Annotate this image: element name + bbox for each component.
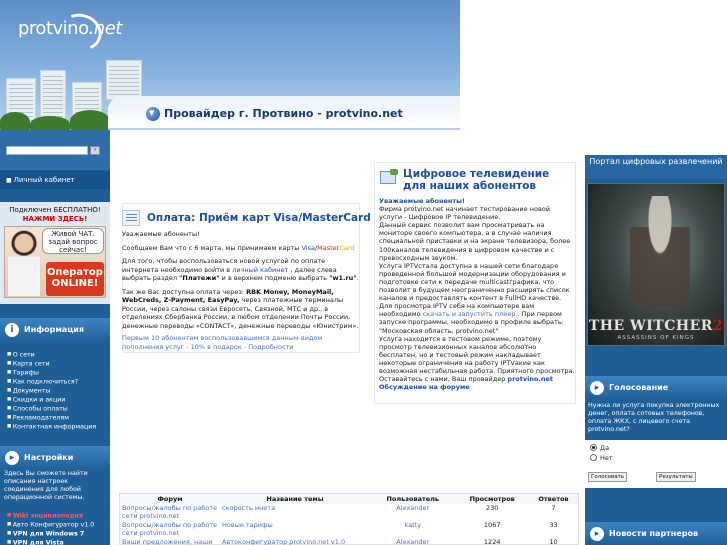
info_items-menu-item[interactable]: ■ Документы bbox=[0, 386, 110, 395]
tv-text: Данный сервис позволит вам просматривать на мониторе своего компьютера, а в случае наличия специальной приставки и на экране телевизора, более 100каналов телевидения в цифровом качестве и с превосходным звуком. bbox=[379, 221, 571, 262]
partners-news-title: Новости партнеров bbox=[609, 529, 699, 538]
user-name-link[interactable]: Alexander bbox=[396, 504, 430, 512]
slash-text: / bbox=[314, 243, 318, 252]
card-text: Card bbox=[339, 243, 355, 252]
forum-column-header: Просмотров bbox=[455, 494, 528, 504]
table-row bbox=[120, 538, 578, 545]
settings_items-menu-item[interactable]: ■ Авто Конфигуратор v1.0 bbox=[0, 520, 110, 529]
tv-heading[interactable]: Цифровое телевидение для наших абонентов bbox=[403, 168, 550, 192]
online-badge-line: ONLINE! bbox=[51, 278, 99, 289]
info-section-title: Информация bbox=[24, 325, 84, 334]
visa-text: Visa bbox=[301, 243, 315, 252]
witcher-character-image bbox=[630, 196, 690, 306]
vote-button[interactable]: Голосовать bbox=[588, 472, 627, 482]
operator-online-badge bbox=[46, 262, 104, 296]
info_items-menu-item[interactable]: ■ Тарифы bbox=[0, 368, 110, 377]
payment-systems-text: RBK Money, MoneyMail, WebCreds, Z-Payment, EasyPay, bbox=[122, 287, 334, 304]
settings_items-menu-item[interactable]: ■ VPN для Windows 7 bbox=[0, 529, 110, 538]
tv-monitor-icon bbox=[378, 168, 398, 186]
provider-name-text: protvino.net bbox=[507, 375, 554, 384]
info_items-menu-item[interactable]: ■ Как подключиться? bbox=[0, 377, 110, 386]
poll-arrow-icon: ▸ bbox=[590, 381, 604, 395]
chat-bubble-line: сейчас! bbox=[59, 246, 87, 254]
forum-discussion-link[interactable]: Обсуждение на форуме bbox=[379, 383, 470, 392]
tv-body bbox=[379, 197, 575, 391]
settings_items-menu-item[interactable]: ■ VPN для Vista bbox=[0, 538, 110, 545]
poll-option-no-radio[interactable] bbox=[590, 454, 597, 461]
payment-para-2 bbox=[122, 257, 360, 283]
poll-option-yes-label: Да bbox=[600, 444, 610, 452]
header-divider bbox=[108, 128, 460, 130]
payment-text: , далее слева выбрать раздел bbox=[122, 265, 337, 282]
chat-free-text: Подключен БЕСПЛАТНО! bbox=[9, 206, 101, 214]
tv-sign-text: Оставайтесь с нами, Ваш провайдер bbox=[379, 375, 508, 384]
settings_items-menu-item[interactable]: ■ Wiki энциклопедия bbox=[0, 511, 110, 520]
settings-arrow-icon: ▸ bbox=[5, 451, 19, 465]
table-row bbox=[120, 504, 578, 521]
topic-title-link[interactable]: Автоконфигуратор protvino.net v1.0 bbox=[222, 538, 346, 545]
replies-count: 7 bbox=[551, 504, 556, 512]
forum-column-header: Название темы bbox=[220, 494, 370, 504]
user-name-link[interactable]: Alexander bbox=[396, 538, 430, 545]
poll-section-header bbox=[585, 376, 727, 400]
tv-text: Фирма protvino.net начинает тестирование новой услуги - Цифровое IP телевидение. bbox=[379, 205, 550, 222]
header-right-blank bbox=[460, 0, 727, 130]
chat-banner-heading bbox=[2, 206, 108, 223]
site-logo[interactable] bbox=[18, 18, 122, 39]
entertainment-portal-header[interactable]: Портал цифровых развлечений bbox=[585, 155, 727, 179]
payments-section-text: "Платежи" bbox=[179, 274, 220, 282]
tv-text-part: Для просмотра IPTV себя на компьютере вам необходимо bbox=[379, 302, 535, 319]
forum-column-header: Пользователь bbox=[370, 494, 455, 504]
payment-text: Для того, чтобы воспользоваться новой услугой по оплате интернета необходимо войти в bbox=[122, 257, 326, 274]
results-button[interactable]: Результаты bbox=[656, 472, 696, 482]
settings-menu bbox=[0, 511, 110, 545]
chat-click-text: НАЖМИ ЗДЕСЬ! bbox=[22, 214, 88, 223]
payment-text: . bbox=[356, 274, 359, 282]
payment-heading[interactable]: Оплата: Приём карт Visa/MasterCard bbox=[147, 212, 371, 224]
master-text: Master bbox=[317, 243, 340, 252]
search-input[interactable] bbox=[6, 146, 88, 155]
chat-bubble-line: Живой ЧАТ. bbox=[51, 230, 95, 238]
info-section-header bbox=[0, 318, 110, 342]
witcher-logo-text bbox=[587, 318, 725, 334]
payment-body bbox=[122, 230, 360, 335]
partners-arrow-icon: ▸ bbox=[590, 527, 604, 541]
globe-icon bbox=[146, 107, 160, 121]
witcher-logo-word: THE WITCHER bbox=[588, 318, 713, 334]
views-count: 1067 bbox=[483, 521, 501, 529]
search-button[interactable]: » bbox=[90, 146, 100, 155]
personal-cabinet-link[interactable]: ■ Личный кабинет bbox=[0, 171, 110, 189]
logo-text: protvino bbox=[18, 18, 89, 39]
page-title: Провайдер г. Протвино - protvino.net bbox=[164, 107, 403, 120]
tree-image bbox=[0, 112, 30, 130]
settings-section-header bbox=[0, 446, 110, 470]
poll-question: Нужна ли услуга покупка электронных денег, оплата сотовых телефонов, оплата ЖКХ, с лицевого счета protvino.net? bbox=[588, 402, 720, 433]
tv-text-part: . При первом запуске программы, необходимо в профиле выбрать: "Московская область, protvino.net" bbox=[379, 310, 564, 335]
settings-description: Здесь Вы сможете найти описания настроек соединения для любой операционной системы. bbox=[4, 470, 88, 501]
witcher-logo-number: 2 bbox=[712, 318, 724, 334]
poll-option-yes-radio[interactable] bbox=[590, 444, 597, 451]
tree-image bbox=[30, 116, 70, 130]
settings-section-title: Настройки bbox=[24, 453, 74, 462]
tv-sign bbox=[379, 375, 575, 383]
views-count: 1224 bbox=[483, 538, 501, 545]
tv-text bbox=[379, 302, 575, 334]
news-document-icon bbox=[122, 210, 140, 226]
payment-text: через платежные терминалы России, через салоны связи Евросеть, Связной, МТС и др., в отделениях Сбербанка России, в любом отделении Почты России, денежные переводы «CONTACT», денежные переводы «Юнистрим». bbox=[122, 296, 359, 330]
download-player-link[interactable]: скачать и запустить плеер bbox=[422, 310, 516, 319]
poll-option-no-label: Нет bbox=[600, 454, 613, 462]
forum-topics-table bbox=[119, 493, 579, 545]
info_items-menu-item[interactable]: ■ О сети bbox=[0, 350, 110, 359]
forum-name-link[interactable]: Ваши предложения, наши bbox=[122, 538, 213, 545]
poll-title: Голосование bbox=[609, 383, 669, 392]
views-count: 230 bbox=[485, 504, 499, 512]
info-menu bbox=[0, 350, 110, 431]
user-name-link[interactable]: katty bbox=[404, 521, 422, 529]
partners-news-header bbox=[585, 522, 727, 545]
tree-image bbox=[70, 110, 110, 130]
tv-text: Услуга IPTVстала доступна в нашей сети благодаря проведенной большой модернизации оборудования и подготовке сети к передаче multicastграфика, что позволит в будущем неограниченно расширять список каналов и предоставлять контент в FullHD качестве. bbox=[379, 261, 570, 303]
payment-text: Сообщаем Вам что с 6 марта, мы принимаем карты bbox=[122, 243, 302, 252]
info-icon: i bbox=[5, 323, 19, 337]
payment-text: Так же Вас доступна оплата через: bbox=[122, 287, 247, 296]
logo-net-text: .net bbox=[88, 18, 122, 39]
topic-title-link[interactable]: скорость инета bbox=[222, 504, 276, 512]
online-badge-line: Оператор bbox=[47, 267, 103, 278]
chat-bubble bbox=[42, 228, 104, 254]
replies-count: 10 bbox=[549, 538, 558, 545]
forum-name-link[interactable]: Вопросы/жалобы по работе сети protvino.net bbox=[122, 504, 218, 520]
topic-title-link[interactable]: Новые тарифы bbox=[222, 521, 273, 529]
info_items-menu-item[interactable]: ■ Рекламодателям bbox=[0, 413, 110, 422]
info_items-menu-item[interactable]: ■ Скидки и акции bbox=[0, 395, 110, 404]
payment-text: и в верхнем подменю выбрать bbox=[219, 274, 330, 282]
info_items-menu-item[interactable]: ■ Способы оплаты bbox=[0, 404, 110, 413]
personal-cabinet-inline-link[interactable]: личный кабинет bbox=[232, 265, 289, 274]
info_items-menu-item[interactable]: ■ Контактная информация bbox=[0, 422, 110, 431]
payment-promo-link[interactable]: Первым 10 абонентам воспользовавшимся данным видом пополнения услуг - 10% в подарок - Подробности bbox=[122, 334, 323, 351]
replies-count: 33 bbox=[549, 521, 558, 529]
payment-para-1 bbox=[122, 244, 360, 253]
info_items-menu-item[interactable]: ■ Карта сети bbox=[0, 359, 110, 368]
forum-name-link[interactable]: Вопросы/жалобы по работе сети protvino.net bbox=[122, 521, 218, 537]
tv-greeting: Уважаемые абоненты! bbox=[379, 197, 466, 205]
tv-text: Услуга находится в тестовом режиме, поэтому просмотр телевизионных каналов абсолютно бесплатен, но и тестовый режим накладывает некоторые ограничения на работу IPTVакие как возможная нестабильная работа. Приятного просмотра. bbox=[379, 334, 575, 375]
w1-text: "w1.ru" bbox=[329, 274, 357, 282]
witcher-subtitle: ASSASSINS OF KINGS bbox=[617, 335, 695, 341]
payment-greeting: Уважаемые абоненты! bbox=[122, 230, 200, 238]
payment-para-3 bbox=[122, 288, 360, 331]
building-image bbox=[106, 60, 142, 100]
forum-column-header: Форум bbox=[120, 494, 220, 504]
operator-person-image bbox=[8, 230, 40, 296]
forum-column-header: Ответов bbox=[529, 494, 578, 504]
table-row bbox=[120, 521, 578, 538]
chat-bubble-line: задай вопрос bbox=[48, 238, 98, 246]
